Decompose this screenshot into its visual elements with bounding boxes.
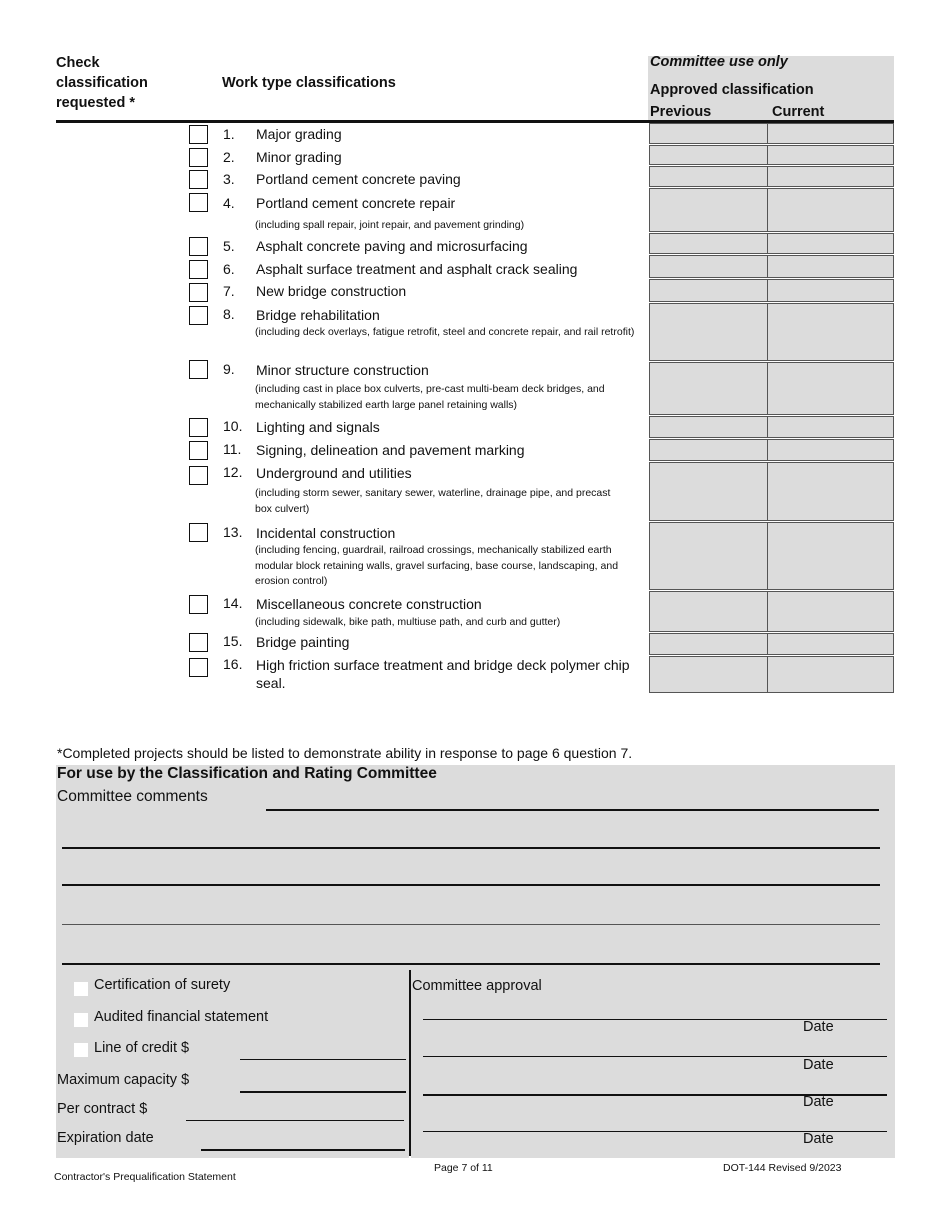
previous-cell[interactable]: [649, 522, 768, 590]
checkbox-item-3[interactable]: [189, 170, 208, 189]
item-number: 11.: [223, 441, 242, 457]
checkbox-item-8[interactable]: [189, 306, 208, 325]
item-label: Signing, delineation and pavement marking: [256, 442, 525, 458]
max-capacity-label: Maximum capacity $: [57, 1072, 190, 1088]
checkbox-item-13[interactable]: [189, 523, 208, 542]
item-number: 9.: [223, 361, 235, 377]
current-cell[interactable]: [767, 656, 894, 693]
current-cell[interactable]: [767, 166, 894, 187]
date-label: Date: [803, 1131, 834, 1147]
current-label: Current: [772, 104, 825, 120]
comment-line[interactable]: [62, 884, 880, 886]
checkbox-line-credit[interactable]: [74, 1043, 88, 1057]
item-label: New bridge construction: [256, 283, 407, 299]
current-cell[interactable]: [767, 303, 894, 361]
previous-cell[interactable]: [649, 591, 768, 632]
checkbox-item-4[interactable]: [189, 193, 208, 212]
item-subtext: (including sidewalk, bike path, multiuse path, and curb and gutter): [255, 616, 561, 628]
current-cell[interactable]: [767, 145, 894, 165]
checkbox-item-16[interactable]: [189, 658, 208, 677]
item-number: 2.: [223, 149, 235, 165]
committee-approval-label: Committee approval: [412, 978, 542, 994]
checkbox-item-9[interactable]: [189, 360, 208, 379]
item-number: 16.: [223, 656, 243, 672]
checkbox-item-1[interactable]: [189, 125, 208, 144]
committee-use-label: Committee use only: [650, 54, 788, 70]
previous-cell[interactable]: [649, 255, 768, 278]
item-number: 3.: [223, 171, 235, 187]
current-cell[interactable]: [767, 633, 894, 655]
previous-cell[interactable]: [649, 439, 768, 461]
committee-title: For use by the Classification and Rating Committee: [57, 765, 437, 782]
previous-cell[interactable]: [649, 279, 768, 302]
audited-label: Audited financial statement: [94, 1009, 269, 1025]
committee-use-header: [648, 56, 894, 122]
item-subtext: (including deck overlays, fatigue retrofit, steel and concrete repair, and rail retrofit): [255, 326, 635, 338]
previous-cell[interactable]: [649, 362, 768, 415]
footer-form-id: DOT-144 Revised 9/2023: [723, 1162, 842, 1174]
item-subtext: (including fencing, guardrail, railroad crossings, mechanically stabilized earth modular block retaining walls, gravel surfacing, base course, landscaping, and erosion control): [255, 544, 619, 587]
comment-line[interactable]: [62, 963, 880, 965]
checkbox-audited[interactable]: [74, 1013, 88, 1027]
line-credit-label: Line of credit $: [94, 1040, 190, 1056]
date-label: Date: [803, 1057, 834, 1073]
max-capacity-field[interactable]: [240, 1091, 406, 1093]
item-label: High friction surface treatment and bridge deck polymer chip seal.: [256, 657, 630, 691]
current-cell[interactable]: [767, 439, 894, 461]
checkbox-item-2[interactable]: [189, 148, 208, 167]
checkbox-item-6[interactable]: [189, 260, 208, 279]
header-line-3: requested *: [56, 95, 135, 111]
date-label: Date: [803, 1094, 834, 1110]
check-classification-header: [56, 53, 148, 113]
cert-surety-label: Certification of surety: [94, 977, 231, 993]
per-contract-label: Per contract $: [57, 1101, 148, 1117]
date-label: Date: [803, 1019, 834, 1035]
item-label: Asphalt concrete paving and microsurfacing: [256, 238, 528, 254]
item-label: Minor grading: [256, 149, 342, 165]
item-number: 12.: [223, 464, 243, 480]
item-number: 14.: [223, 595, 243, 611]
checkbox-item-7[interactable]: [189, 283, 208, 302]
checkbox-item-11[interactable]: [189, 441, 208, 460]
current-cell[interactable]: [767, 279, 894, 302]
item-number: 4.: [223, 195, 235, 211]
checkbox-item-15[interactable]: [189, 633, 208, 652]
header-line-1: Check: [56, 55, 100, 71]
current-cell[interactable]: [767, 591, 894, 632]
item-label: Lighting and signals: [256, 419, 380, 435]
item-number: 10.: [223, 418, 243, 434]
footer-left: Contractor's Prequalification Statement: [54, 1171, 236, 1183]
per-contract-field[interactable]: [186, 1120, 404, 1121]
item-label: Minor structure construction: [256, 362, 429, 378]
line-credit-field[interactable]: [240, 1059, 406, 1060]
footer-page: Page 7 of 11: [434, 1162, 493, 1174]
previous-cell[interactable]: [649, 633, 768, 655]
previous-cell[interactable]: [649, 303, 768, 361]
item-label: Bridge painting: [256, 634, 350, 650]
approved-classification-label: Approved classification: [650, 82, 814, 98]
item-label: Underground and utilities: [256, 465, 412, 481]
work-type-header: Work type classifications: [222, 75, 396, 91]
item-label: Portland cement concrete paving: [256, 171, 461, 187]
current-cell[interactable]: [767, 362, 894, 415]
item-subtext: (including spall repair, joint repair, and pavement grinding): [255, 219, 525, 231]
item-label: Bridge rehabilitation: [256, 307, 380, 323]
current-cell[interactable]: [767, 462, 894, 521]
comment-line[interactable]: [62, 847, 880, 849]
expiration-field[interactable]: [201, 1149, 405, 1151]
committee-comments-label: Committee comments: [57, 788, 208, 805]
comment-line[interactable]: [266, 809, 879, 811]
current-cell[interactable]: [767, 233, 894, 254]
checkbox-cert-surety[interactable]: [74, 982, 88, 996]
item-number: 1.: [223, 126, 235, 142]
item-subtext: (including cast in place box culverts, pre-cast multi-beam deck bridges, and mechanically stabilized earth large panel retaining walls): [255, 383, 605, 411]
item-number: 5.: [223, 238, 235, 254]
current-cell[interactable]: [767, 416, 894, 438]
comment-line[interactable]: [62, 924, 880, 925]
current-cell[interactable]: [767, 255, 894, 278]
item-label: Incidental construction: [256, 525, 396, 541]
panel-divider: [409, 970, 411, 1156]
previous-cell[interactable]: [649, 188, 768, 232]
expiration-label: Expiration date: [57, 1130, 154, 1146]
checkbox-item-14[interactable]: [189, 595, 208, 614]
item-label: Miscellaneous concrete construction: [256, 596, 482, 612]
current-cell[interactable]: [767, 522, 894, 590]
item-label: Asphalt surface treatment and asphalt crack sealing: [256, 261, 578, 277]
checkbox-item-12[interactable]: [189, 466, 208, 485]
checkbox-item-10[interactable]: [189, 418, 208, 437]
item-subtext: (including storm sewer, sanitary sewer, waterline, drainage pipe, and precast box culvert): [255, 487, 611, 515]
previous-cell[interactable]: [649, 656, 768, 693]
item-label: Major grading: [256, 126, 342, 142]
item-number: 8.: [223, 306, 235, 322]
previous-cell[interactable]: [649, 416, 768, 438]
current-cell[interactable]: [767, 123, 894, 144]
item-number: 13.: [223, 524, 243, 540]
header-line-2: classification: [56, 75, 148, 91]
previous-cell[interactable]: [649, 166, 768, 187]
item-number: 15.: [223, 633, 243, 649]
previous-cell[interactable]: [649, 123, 768, 144]
item-number: 6.: [223, 261, 235, 277]
previous-cell[interactable]: [649, 145, 768, 165]
footnote: *Completed projects should be listed to demonstrate ability in response to page 6 question 7.: [57, 745, 633, 761]
item-number: 7.: [223, 283, 235, 299]
checkbox-item-5[interactable]: [189, 237, 208, 256]
previous-cell[interactable]: [649, 233, 768, 254]
current-cell[interactable]: [767, 188, 894, 232]
previous-label: Previous: [650, 104, 712, 120]
item-label: Portland cement concrete repair: [256, 195, 456, 211]
previous-cell[interactable]: [649, 462, 768, 521]
